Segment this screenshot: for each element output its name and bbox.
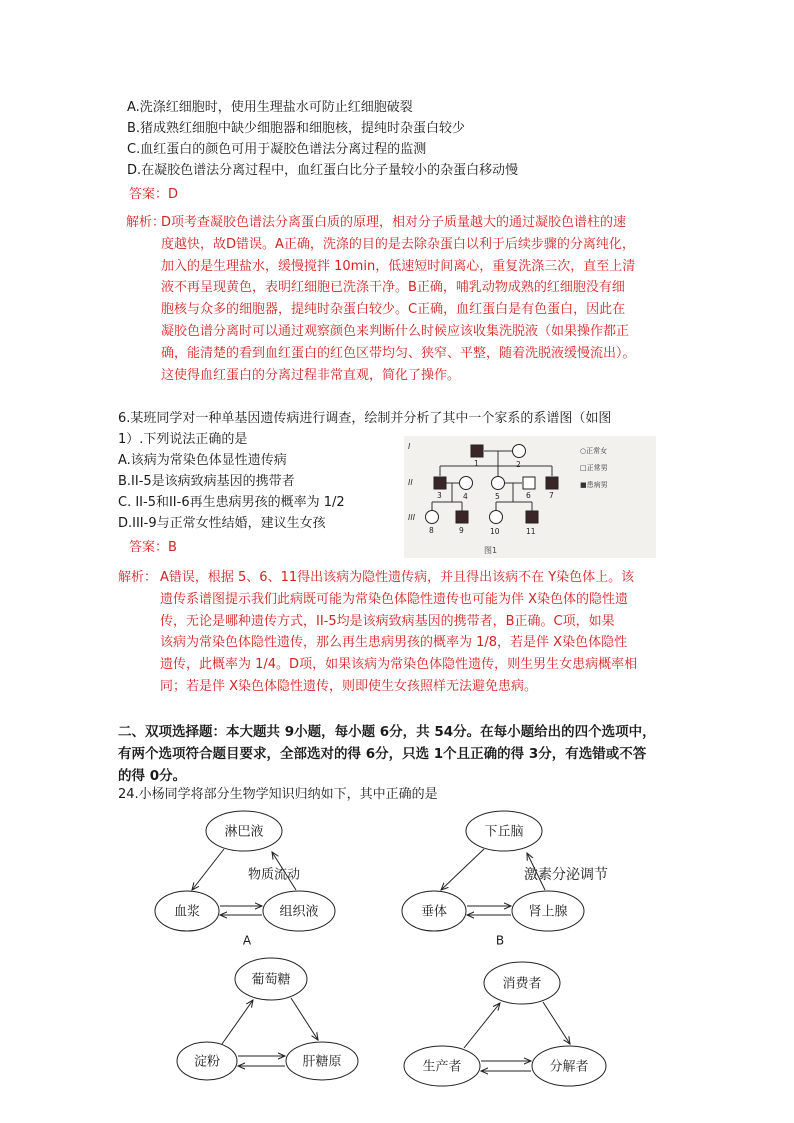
individual-number: 5 [495, 492, 500, 501]
q6-expl-line: 同；若是伴 X染色体隐性遗传，则即使生女孩照样无法避免患病。 [160, 678, 538, 694]
node-label: 淀粉 [193, 1054, 221, 1070]
q6-expl-line: 该病为常染色体隐性遗传，那么再生患病男孩的概率为 1/8，若是伴 X染色体隐性 [160, 635, 628, 651]
node-label: 下丘脑 [484, 824, 524, 840]
edge-note: 激素分泌调节 [524, 867, 608, 883]
node-label: 肝糖原 [302, 1054, 342, 1070]
q6-stem-line2: 1）.下列说法正确的是 [118, 432, 248, 447]
q5-expl-line: D项考查凝胶色谱法分离蛋白质的原理，相对分子质量越大的通过凝胶色谱柱的速 [161, 215, 627, 230]
q5-expl-line: 这使得血红蛋白的分离过程非常直观，简化了操作。 [161, 367, 461, 383]
individual-number: 9 [459, 526, 464, 535]
individual-number: 4 [463, 492, 468, 501]
q5-expl-line: 胞核与众多的细胞器，提纯时杂蛋白较少。C正确，血红蛋白是有色蛋白，因此在 [161, 302, 626, 318]
legend-affected-male: ■患病男 [580, 481, 608, 489]
individual-number: 10 [490, 527, 500, 536]
q6-expl-line: 遗传系谱图提示我们此病既可能为常染色体隐性遗传也可能为伴 X染色体的隐性遗 [160, 591, 629, 607]
node-label: 垂体 [420, 904, 448, 920]
individual-number: 3 [437, 491, 442, 500]
q5-option-b: B.猪成熟红细胞中缺少细胞器和细胞核，提纯时杂蛋白较少 [127, 121, 466, 136]
q5-expl-line: 凝胶色谱分离时可以通过观察颜色来判断什么时候应该收集洗脱液（如果操作都正 [161, 323, 630, 339]
q6-option-c: C. II-5和II-6再生患病男孩的概率为 1/2 [118, 495, 345, 510]
node-label: 葡萄糖 [251, 972, 291, 988]
q5-explanation-head: 解析： [126, 215, 166, 230]
edge-note: 物质流动 [247, 867, 301, 883]
generation-label: II [408, 478, 413, 487]
q6-expl-line: A错误，根据 5、6、11得出该病为隐性遗传病，并且得出该病不在 Y染色体上。该 [160, 570, 635, 585]
q5-option-a: A.洗涤红细胞时，使用生理盐水可防止红细胞破裂 [127, 100, 413, 115]
generation-label: III [408, 513, 416, 522]
node-label: 肾上腺 [528, 904, 568, 920]
q5-option-d: D.在凝胶色谱法分离过程中，血红蛋白比分子量较小的杂蛋白移动慢 [127, 163, 519, 178]
diagram-label: A [242, 933, 252, 948]
generation-label: I [408, 442, 411, 451]
q6-explanation-head: 解析： [118, 570, 158, 585]
q5-expl-line: 液不再呈现黄色，表明红细胞已洗涤干净。B正确，哺乳动物成熟的红细胞没有细 [161, 280, 625, 296]
q6-option-a: A.该病为常染色体显性遗传病 [118, 453, 287, 468]
individual-number: 7 [549, 491, 554, 500]
q6-expl-line: 遗传，此概率为 1/4。D项，如果该病为常染色体隐性遗传，则生男生女患病概率相 [160, 657, 638, 673]
individual-number: 11 [526, 527, 536, 536]
individual-number: 1 [474, 459, 479, 468]
node-label: 分解者 [549, 1059, 589, 1075]
legend-normal-male: □正常男 [580, 464, 608, 472]
diagram-label: B [495, 933, 505, 948]
individual-number: 8 [429, 526, 434, 535]
q5-expl-line: 确，能清楚的看到血红蛋白的红色区带均匀、狭窄、平整，随着洗脱液缓慢流出）。 [161, 345, 636, 361]
q5-expl-line: 度越快，故D错误。A正确，洗涤的目的是去除杂蛋白以利于后续步骤的分离纯化， [161, 236, 635, 252]
individual-number: 2 [516, 460, 521, 469]
q6-stem-line1: 6.某班同学对一种单基因遗传病进行调查，绘制并分析了其中一个家系的系谱图（如图 [118, 411, 612, 426]
node-label: 血浆 [173, 904, 201, 920]
node-label: 组织液 [279, 904, 319, 920]
individual-number: 6 [526, 491, 531, 500]
q5-expl-line: 加入的是生理盐水，缓慢搅拌 10min，低速短时间离心，重复洗涤三次，直至上清 [161, 258, 636, 274]
node-label: 消费者 [502, 976, 542, 992]
q5-option-c: C.血红蛋白的颜色可用于凝胶色谱法分离过程的监测 [127, 142, 427, 157]
q5-answer: 答案：D [129, 187, 179, 202]
q6-option-b: B.II-5是该病致病基因的携带者 [118, 474, 295, 489]
node-label: 淋巴液 [224, 824, 264, 840]
q6-expl-line: 传，无论是哪种遗传方式，II-5均是该病致病基因的携带者，B正确。C项，如果 [160, 613, 615, 629]
legend-normal-female: ○正常女 [580, 447, 608, 455]
section2-line: 有两个选项符合题目要求，全部选对的得 6分，只选 1个且正确的得 3分，有选错或不答 [118, 746, 647, 762]
figure-caption: 图1 [484, 546, 498, 555]
q6-option-d: D.III-9与正常女性结婚，建议生女孩 [118, 516, 326, 531]
section2-line: 的得 0分。 [118, 768, 187, 784]
q6-answer: 答案：B [129, 540, 177, 555]
q24-stem: 24.小杨同学将部分生物学知识归纳如下，其中正确的是 [118, 787, 438, 802]
section2-line: 二、双项选择题：本大题共 9小题，每小题 6分，共 54分。在每小题给出的四个选项中， [118, 724, 656, 740]
node-label: 生产者 [422, 1059, 462, 1075]
